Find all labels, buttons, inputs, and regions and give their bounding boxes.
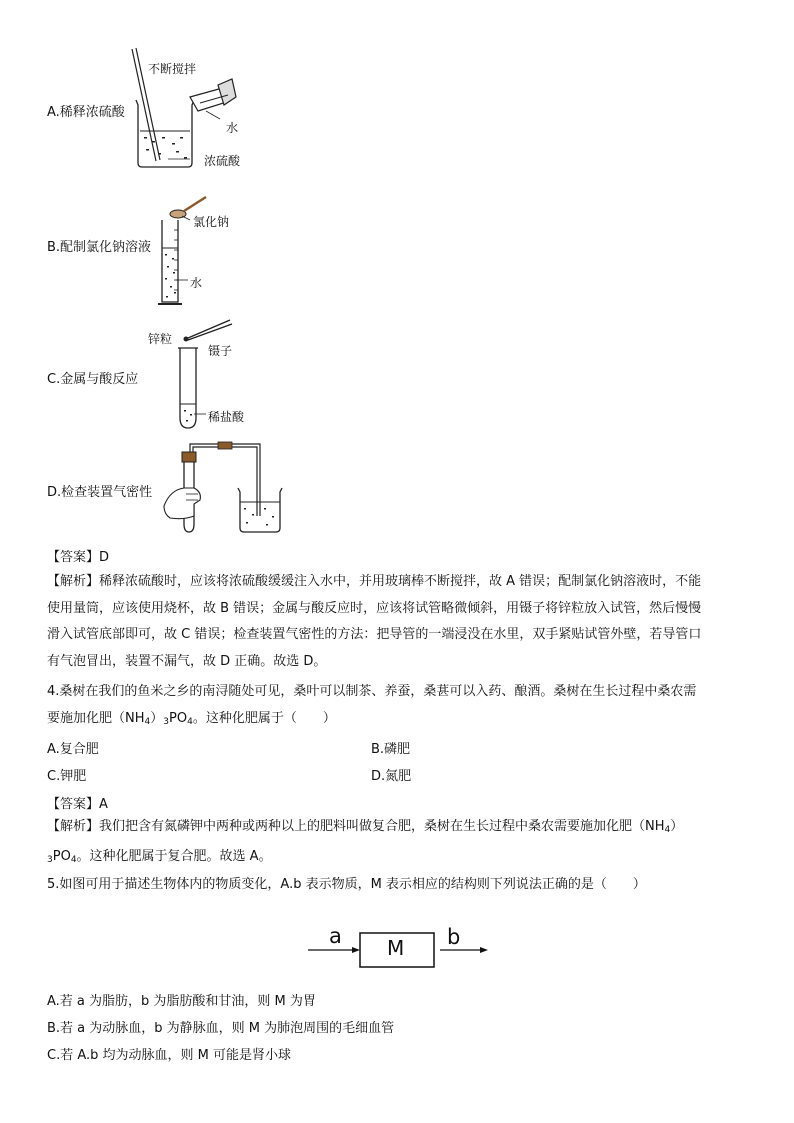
tweezers-annotation: 镊子: [208, 344, 233, 358]
water-annotation-b: 水: [190, 276, 203, 290]
diagram-structure-m: M: [387, 936, 405, 960]
airtightness-check-diagram: [160, 440, 290, 540]
salt-annotation: 氯化钠: [193, 215, 230, 229]
diagram-input-a: a: [329, 924, 342, 948]
q5-option-a[interactable]: A.若 a 为脂肪，b 为脂肪酸和甘油，则 M 为胃: [47, 994, 316, 1009]
option-c-label: C.金属与酸反应: [47, 372, 139, 387]
q4-analysis-line: $_3PO_4$。这种化肥属于复合肥。故选 A。: [47, 848, 272, 865]
q3-analysis-line: 【解析】稀释浓硫酸时，应该将浓硫酸缓缓注入水中，并用玻璃棒不断搅拌，故 A 错误；配制氯化钠溶液时，不能: [47, 574, 702, 589]
q5-option-c[interactable]: C.若 A.b 均为动脉血，则 M 可能是肾小球: [47, 1048, 292, 1063]
acid-annotation: 浓硫酸: [204, 154, 241, 168]
q3-analysis-line: 有气泡冒出，装置不漏气，故 D 正确。故选 D。: [47, 653, 327, 669]
q5-stem: 5.如图可用于描述生物体内的物质变化，A.b 表示物质，M 表示相应的结构则下列说法正确的是（ ）: [47, 877, 646, 892]
water-annotation: 水: [226, 121, 239, 135]
q3-analysis: [47, 569, 747, 675]
measuring-cylinder-diagram: [158, 190, 238, 310]
diagram-output-b: b: [447, 925, 461, 949]
q4-option-a[interactable]: A.复合肥: [47, 742, 99, 757]
q4-analysis: [47, 814, 747, 873]
acid-annotation-c: 稀盐酸: [208, 410, 245, 424]
q5-option-b[interactable]: B.若 a 为动脉血，b 为静脉血，则 M 为肺泡周围的毛细血管: [47, 1021, 395, 1036]
stir-annotation: 不断搅拌: [148, 62, 197, 76]
q4-answer: 【答案】A: [47, 797, 108, 812]
q4-stem-line: 要施加化肥$(NH_4)_3PO_4$。这种化肥属于（ ）: [47, 710, 336, 727]
q4-stem-line: 4.桑树在我们的鱼米之乡的南浔随处可见，桑叶可以制茶、养蚕，桑葚可以入药、酿酒。桑树在生长过程中桑农需: [47, 684, 697, 699]
q3-analysis-line: 滑入试管底部即可，故 C 错误；检查装置气密性的方法：把导管的一端浸没在水里，双手紧贴试管外壁，若导管口: [47, 627, 702, 642]
option-a-label: A.稀释浓硫酸: [47, 105, 125, 120]
q4-analysis-line: 【解析】我们把含有氮磷钾中两种或两种以上的肥料叫做复合肥，桑树在生长过程中桑农需要施加化肥$(NH_4)$: [47, 819, 684, 835]
q3-answer: 【答案】D: [47, 550, 110, 565]
option-b-label: B.配制氯化钠溶液: [47, 240, 152, 255]
option-d-label: D.检查装置气密性: [47, 485, 153, 500]
zinc-annotation: 锌粒: [148, 332, 173, 346]
q4-option-d[interactable]: D.氮肥: [371, 769, 412, 784]
q3-analysis-line: 使用量筒，应该使用烧杯，故 B 错误；金属与酸反应时，应该将试管略微倾斜，用镊子将锌粒放入试管，然后慢慢: [47, 600, 702, 616]
q4-option-c[interactable]: C.钾肥: [47, 769, 87, 784]
q4-stem: [47, 679, 747, 735]
q4-option-b[interactable]: B.磷肥: [371, 742, 411, 757]
